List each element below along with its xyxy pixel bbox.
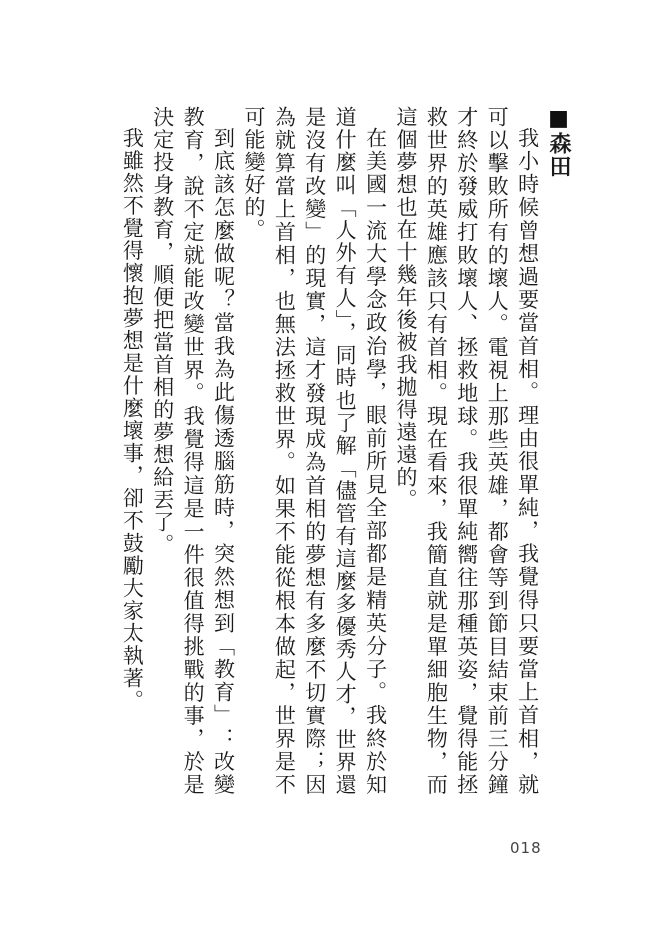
paragraph-4: 我雖然不覺得懷抱夢想是什麼壞事，卻不鼓勵大家太執著。 [120,127,145,712]
paragraph-2: 在美國一流大學念政治學，眼前所見全部都是精英分子。我終於知道什麼叫「人外有人」，同時也了解「儘管有這麼多優秀人才，世界還是沒有改變」的現實，這才發現成為首相的夢想有多麼不切實際；因為就算當上首相，也無法拯救世界。如果不能從根本做起，世界是不可能變好的。 [241,106,388,796]
section-heading-name: 森田 [546,132,571,178]
page-number: 018 [510,839,542,857]
paragraph-3: 到底該怎麼做呢？當我為此傷透腦筋時，突然想到「教育」：改變教育，說不定就能改變世界。我覺得這是一件很值得挑戰的事，於是決定投身教育，順便把當首相的夢想給丟了。 [150,106,236,796]
section-heading [543,106,573,796]
vertical-text-block [93,106,573,796]
paragraph-1: 我小時候曾想過要當首相。理由很單純，我覺得只要當上首相，就可以擊敗所有的壞人。電視上那些英雄，都會等到節目結束前三分鐘才終於發威打敗壞人、拯救地球。我很單純嚮往那種英姿，覺得能拯救世界的英雄應該只有首相。現在看來，我簡直就是單細胞生物，而這個夢想也在十幾年後被我拋得遠遠的。 [393,106,540,796]
heading-square-marker: ■ [546,106,571,132]
